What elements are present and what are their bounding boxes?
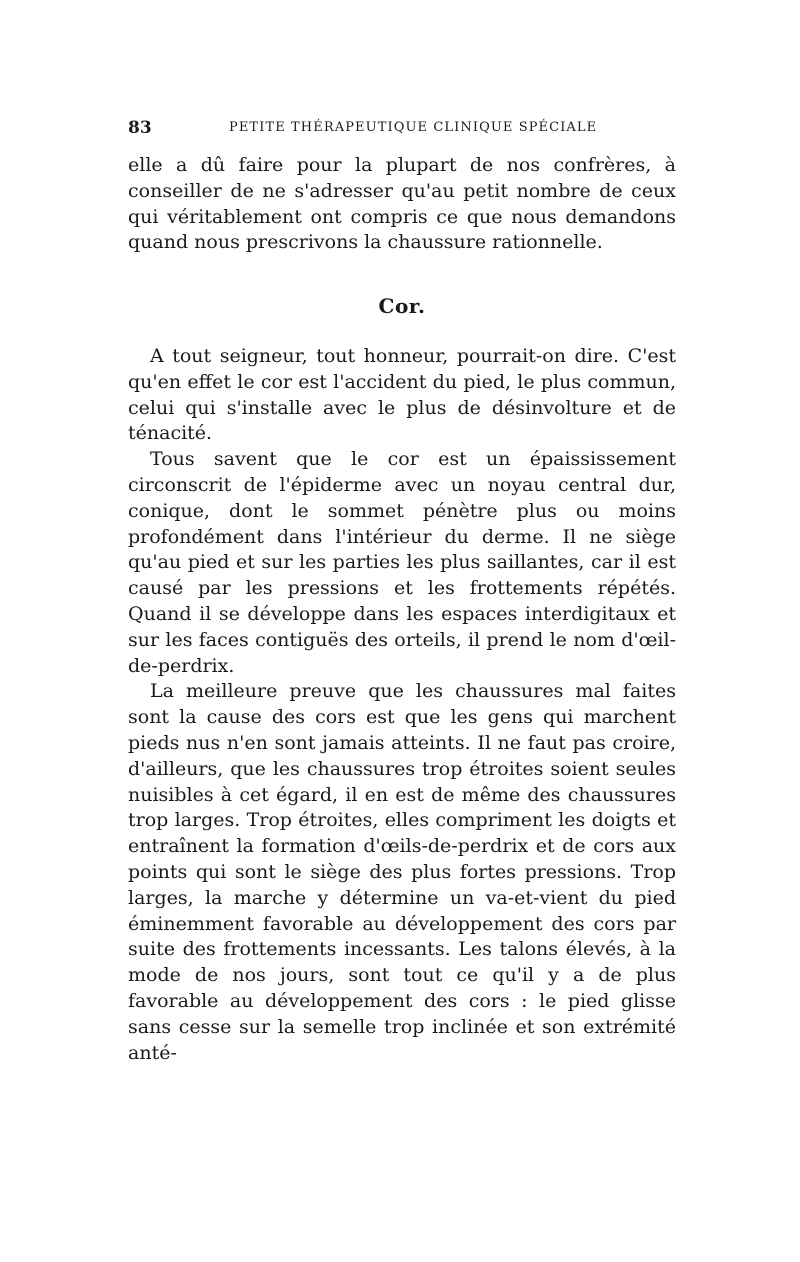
running-head [128, 118, 688, 140]
continuation-paragraph: elle a dû faire pour la plupart de nos confrères, à conseiller de ne s'adresser qu'au petit nombre de ceux qui véritablement ont compris ce que nous demandons quand nous prescrivons la chaussure rationnelle. [128, 154, 676, 254]
paragraph-1: A tout seigneur, tout honneur, pourrait-on dire. C'est qu'en effet le cor est l'accident du pied, le plus commun, celui qui s'installe avec le plus de désinvolture et de ténacité. [128, 344, 676, 445]
paragraph-3: La meilleure preuve que les chaussures mal faites sont la cause des cors est que les gens qui marchent pieds nus n'en sont jamais atteints. Il ne faut pas croire, d'ailleurs, que les chaussures trop étroites soient seules nuisibles à cet égard, il en est de même des chaussures trop larges. Trop étroites, elles compriment les doigts et entraînent la formation d'œils-de-perdrix et de cors aux points qui sont le siège des plus fortes pressions. Trop larges, la marche y détermine un va-et-vient du pied éminemment favorable au développement des cors par suite des frottements incessants. Les talons élevés, à la mode de nos jours, sont tout ce qu'il y a de plus favorable au développement des cors : le pied glisse sans cesse sur la semelle trop inclinée et son extrémité anté- [128, 680, 676, 1064]
page-number: 83 [128, 118, 152, 138]
running-title: PETITE THÉRAPEUTIQUE CLINIQUE SPÉCIALE [229, 120, 598, 135]
paragraph-2: Tous savent que le cor est un épaississement circonscrit de l'épiderme avec un noyau central dur, conique, dont le sommet pénètre plus ou moins profondément dans l'intérieur du derme. Il ne siège qu'au pied et sur les parties les plus saillantes, car il est causé par les pressions et les frottements répétés. Quand il se développe dans les espaces interdigitaux et sur les faces contiguës des orteils, il prend le nom d'œil-de-perdrix. [128, 448, 676, 677]
section-heading: Cor. [378, 294, 426, 319]
body-text [128, 153, 676, 1066]
